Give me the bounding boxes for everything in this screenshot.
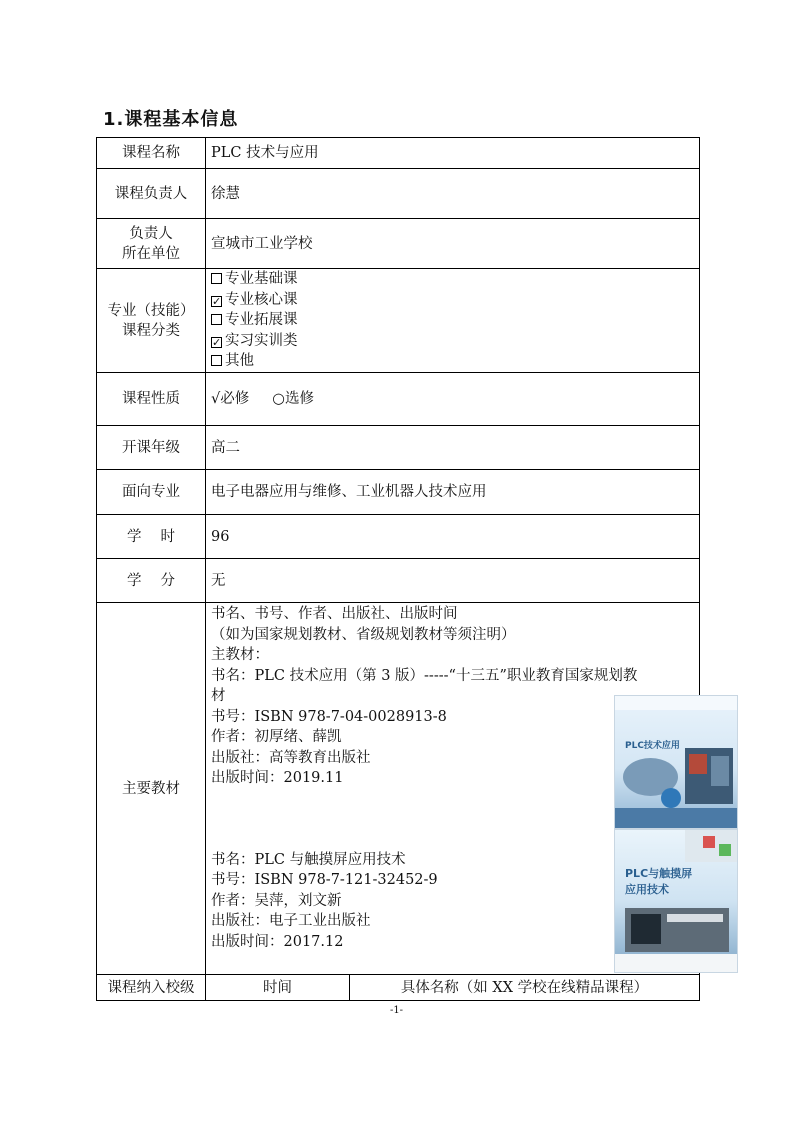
textbook-main-label: 主教材： xyxy=(211,647,269,663)
book1-authors: 作者：初厚绪、薛凯 xyxy=(211,729,342,745)
unit-label-line1: 负责人 xyxy=(129,225,173,242)
category-option-label: 专业核心课 xyxy=(225,291,298,308)
category-label xyxy=(97,269,206,373)
textbook-intro-line2: （如为国家规划教材、省级规划教材等须注明） xyxy=(211,626,516,643)
hours-value: 96 xyxy=(206,515,700,559)
major-label: 面向专业 xyxy=(97,470,206,515)
category-label-line1: 专业（技能） xyxy=(107,302,195,319)
category-option[interactable] xyxy=(211,331,699,352)
book2-authors: 作者：吴萍，刘文新 xyxy=(211,892,342,909)
row-inclusion xyxy=(97,975,700,1001)
category-options xyxy=(206,269,700,373)
credits-label xyxy=(97,559,206,603)
credits-label-a: 学 xyxy=(127,572,142,589)
row-course-name xyxy=(97,138,700,169)
row-unit xyxy=(97,219,700,269)
book1-date: 出版时间：2019.11 xyxy=(211,770,344,786)
hours-label-a: 学 xyxy=(127,528,142,545)
book2-cover-title-line2: 应用技术 xyxy=(625,883,669,896)
category-option-label: 其他 xyxy=(225,353,254,370)
book1-name: 书名：PLC 技术应用（第 3 版）-----“十三五”职业教育国家规划教 xyxy=(211,667,638,684)
inclusion-name-header: 具体名称（如 XX 学校在线精品课程） xyxy=(350,975,700,1001)
textbooks-label: 主要教材 xyxy=(97,603,206,975)
inclusion-label: 课程纳入校级 xyxy=(97,975,206,1001)
category-option-label: 实习实训类 xyxy=(225,332,298,349)
book2-cover-image xyxy=(614,829,738,973)
course-info-table xyxy=(96,137,700,1001)
owner-value: 徐慧 xyxy=(206,169,700,219)
owner-label: 课程负责人 xyxy=(97,169,206,219)
checkbox-icon[interactable] xyxy=(211,314,222,325)
row-major xyxy=(97,470,700,515)
checkbox-checked-icon[interactable]: ✓ xyxy=(212,294,222,308)
category-option[interactable] xyxy=(211,290,699,311)
category-option[interactable] xyxy=(211,269,699,290)
book1-publisher: 出版社：高等教育出版社 xyxy=(211,749,371,766)
nature-value xyxy=(206,373,700,426)
row-owner xyxy=(97,169,700,219)
unit-label-line2: 所在单位 xyxy=(122,245,180,262)
row-grade xyxy=(97,426,700,470)
section-title: 1.课程基本信息 xyxy=(103,109,239,130)
book1-isbn: 书号：ISBN 978-7-04-0028913-8 xyxy=(211,708,447,725)
category-option[interactable] xyxy=(211,310,699,331)
book2-isbn: 书号：ISBN 978-7-121-32452-9 xyxy=(211,872,438,888)
book1-cover-image xyxy=(614,695,738,829)
checkbox-icon[interactable] xyxy=(211,355,222,366)
book1-cover-title: PLC技术应用 xyxy=(625,741,680,751)
category-option[interactable] xyxy=(211,351,699,372)
row-category xyxy=(97,269,700,373)
credits-value: 无 xyxy=(206,559,700,603)
elective-option[interactable]: ○选修 xyxy=(272,391,314,407)
textbooks-value xyxy=(206,603,700,975)
category-option-label: 专业基础课 xyxy=(225,271,298,288)
unit-label xyxy=(97,219,206,269)
hours-label-b: 时 xyxy=(160,528,175,545)
required-option[interactable]: √必修 xyxy=(211,391,250,407)
credits-label-b: 分 xyxy=(160,572,175,589)
inclusion-time-header: 时间 xyxy=(206,975,350,1001)
course-name-label: 课程名称 xyxy=(97,138,206,169)
book2-date: 出版时间：2017.12 xyxy=(211,933,344,950)
book2-cover-title: PLC与触摸屏 xyxy=(625,867,693,880)
page-number: -1- xyxy=(389,1005,404,1016)
hours-label xyxy=(97,515,206,559)
grade-label: 开课年级 xyxy=(97,426,206,470)
book2-name: 书名：PLC 与触摸屏应用技术 xyxy=(211,851,406,868)
unit-value: 宣城市工业学校 xyxy=(206,219,700,269)
checkbox-checked-icon[interactable]: ✓ xyxy=(212,335,222,349)
row-hours xyxy=(97,515,700,559)
major-value: 电子电器应用与维修、工业机器人技术应用 xyxy=(206,470,700,515)
category-label-line2: 课程分类 xyxy=(122,322,180,339)
grade-value: 高二 xyxy=(206,426,700,470)
category-option-label: 专业拓展课 xyxy=(225,312,298,329)
checkbox-icon[interactable] xyxy=(211,273,222,284)
nature-label: 课程性质 xyxy=(97,373,206,426)
course-name-value: PLC 技术与应用 xyxy=(206,138,700,169)
book1-name-cont: 材 xyxy=(211,688,226,704)
book2-publisher: 出版社：电子工业出版社 xyxy=(211,913,371,929)
row-credits xyxy=(97,559,700,603)
textbook-intro-line1: 书名、书号、作者、出版社、出版时间 xyxy=(211,606,458,622)
row-textbooks xyxy=(97,603,700,975)
row-nature xyxy=(97,373,700,426)
